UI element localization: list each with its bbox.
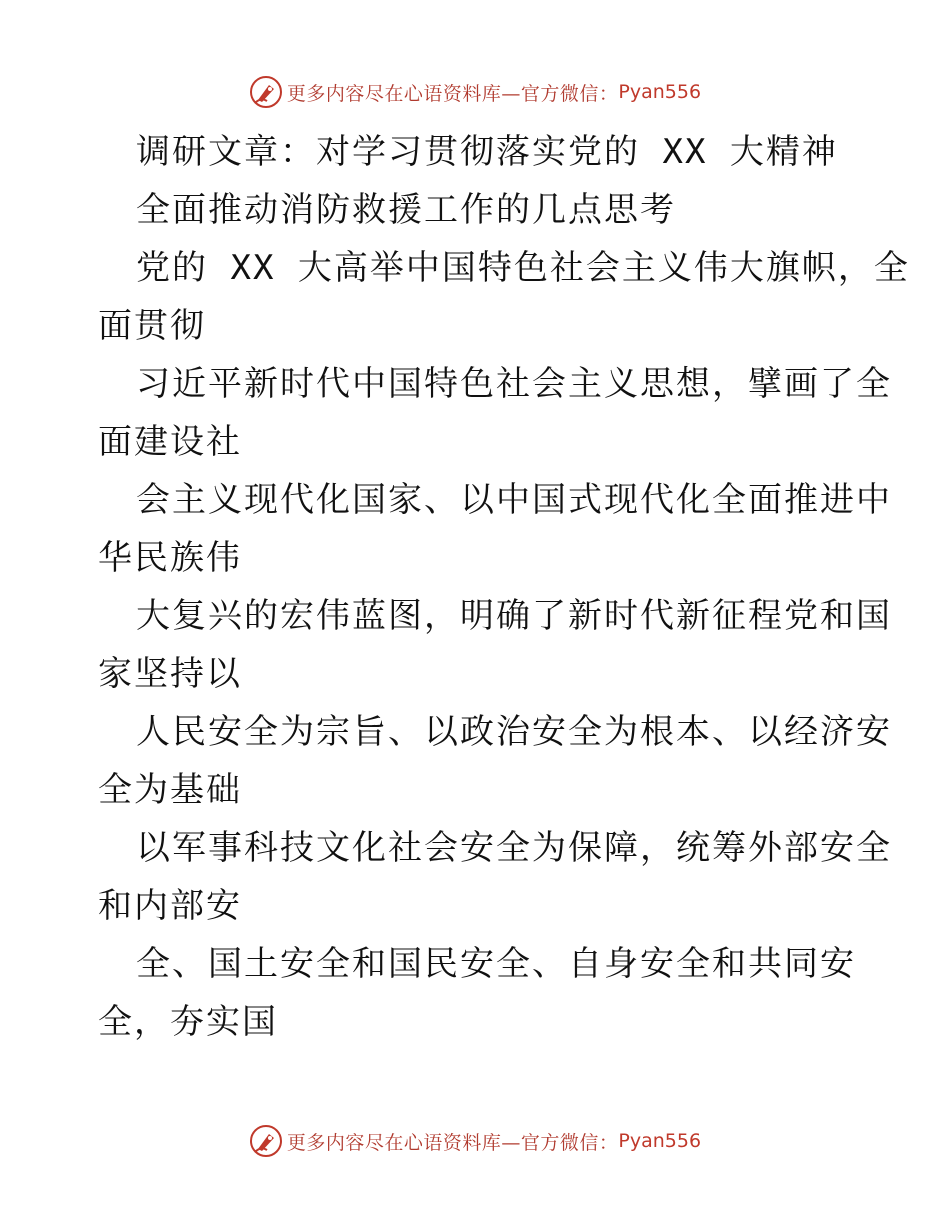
paragraph-line: 以军事科技文化社会安全为保障，统筹外部安全 bbox=[136, 828, 892, 868]
document-body bbox=[98, 123, 910, 1051]
paragraph-line: 党的 XX 大高举中国特色社会主义伟大旗帜，全 bbox=[136, 248, 910, 288]
pen-nib-logo-icon bbox=[249, 1124, 283, 1158]
paragraph-line: 家坚持以 bbox=[98, 654, 242, 694]
watermark-wechat-id: Pyan556 bbox=[618, 1130, 702, 1152]
paragraph-line: 全，夯实国 bbox=[98, 1002, 278, 1042]
watermark-wechat-id: Pyan556 bbox=[618, 81, 702, 103]
paragraph-line: 会主义现代化国家、以中国式现代化全面推进中 bbox=[136, 480, 892, 520]
watermark-text: 更多内容尽在心语资料库—官方微信： bbox=[286, 1131, 619, 1154]
paragraph-line: 大复兴的宏伟蓝图，明确了新时代新征程党和国 bbox=[136, 596, 892, 636]
paragraph-line: 华民族伟 bbox=[98, 538, 242, 578]
watermark-text: 更多内容尽在心语资料库—官方微信： bbox=[286, 82, 619, 105]
paragraph-line: 习近平新时代中国特色社会主义思想，擘画了全 bbox=[136, 364, 892, 404]
paragraph-line: 面贯彻 bbox=[98, 306, 206, 346]
header-watermark bbox=[0, 72, 950, 112]
paragraph-line: 和内部安 bbox=[98, 886, 242, 926]
title-line-1: 调研文章：对学习贯彻落实党的 XX 大精神 bbox=[136, 132, 838, 172]
paragraph-line: 人民安全为宗旨、以政治安全为根本、以经济安 bbox=[136, 712, 892, 752]
paragraph-line: 全、国土安全和国民安全、自身安全和共同安 bbox=[136, 944, 856, 984]
paragraph-line: 面建设社 bbox=[98, 422, 242, 462]
pen-nib-logo-icon bbox=[249, 75, 283, 109]
footer-watermark bbox=[0, 1121, 950, 1161]
title-line-2: 全面推动消防救援工作的几点思考 bbox=[136, 190, 676, 230]
paragraph-line: 全为基础 bbox=[98, 770, 242, 810]
